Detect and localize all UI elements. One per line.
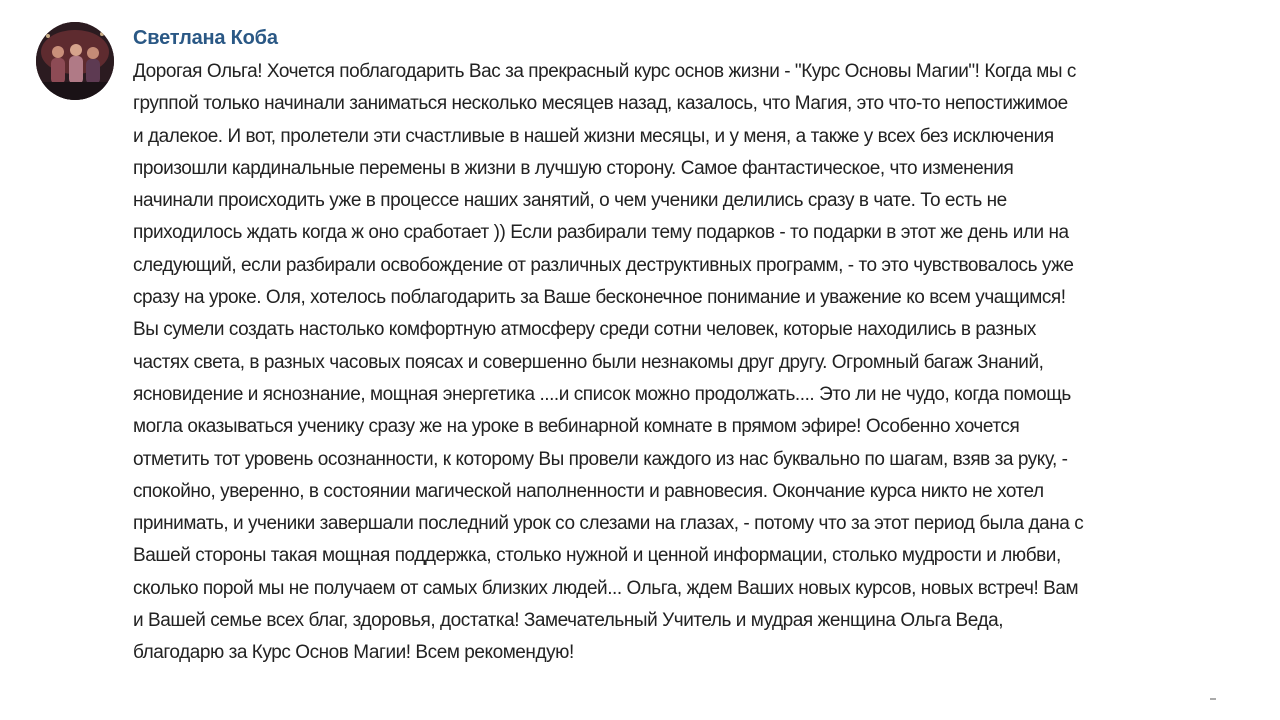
- comment-text-line: произошли кардинальные перемены в жизни в лучшую сторону. Самое фантастическое, что изменения: [133, 157, 1014, 179]
- comment-text-line: благодарю за Курс Основ Магии! Всем рекомендую!: [133, 642, 574, 664]
- comment-text-line: группой только начинали заниматься несколько месяцев назад, казалось, что Магия, это что-то непостижимое: [133, 93, 1068, 115]
- comment-text-line: начинали происходить уже в процессе наших занятий, о чем ученики делились сразу в чате. То есть не: [133, 190, 1007, 212]
- comment-text-line: Вашей стороны такая мощная поддержка, столько нужной и ценной информации, столько мудрости и любви,: [133, 545, 1061, 567]
- comment-text-line: принимать, и ученики завершали последний урок со слезами на глазах, - потому что за этот период была дана с: [133, 513, 1084, 535]
- comment-text-line: отметить тот уровень осознанности, к которому Вы провели каждого из нас буквально по шагам, взяв за руку, -: [133, 448, 1068, 470]
- comment-text-line: приходилось ждать когда ж оно сработает )) Если разбирали тему подарков - то подарки в этот же день или на: [133, 222, 1069, 244]
- avatar-photo-icon: [36, 22, 114, 100]
- divider-mark: [1210, 698, 1216, 700]
- comment-text-line: и Вашей семье всех благ, здоровья, достатка! Замечательный Учитель и мудрая женщина Ольга Веда,: [133, 610, 1004, 632]
- comment-text-line: сразу на уроке. Оля, хотелось поблагодарить за Ваше бесконечное понимание и уважение ко всем учащимся!: [133, 287, 1066, 309]
- comment-content: [133, 24, 1233, 670]
- comment-text-line: сколько порой мы не получаем от самых близких людей... Ольга, ждем Ваших новых курсов, новых встреч! Вам: [133, 577, 1079, 599]
- comment-text-line: спокойно, уверенно, в состоянии магической наполненности и равновесия. Окончание курса никто не хотел: [133, 480, 1044, 502]
- avatar[interactable]: [36, 22, 114, 100]
- comment-text-line: следующий, если разбирали освобождение от различных деструктивных программ, - то это чувствовалось уже: [133, 254, 1074, 276]
- comment-text-line: ясновидение и яснознание, мощная энергетика ....и список можно продолжать.... Это ли не чудо, когда помощь: [133, 383, 1071, 405]
- author-name[interactable]: Светлана Коба: [133, 27, 278, 49]
- comment-text: [133, 56, 1233, 670]
- comment-text-line: и далекое. И вот, пролетели эти счастливые в нашей жизни месяцы, и у меня, а также у всех без исключения: [133, 125, 1054, 147]
- comment-text-line: Вы сумели создать настолько комфортную атмосферу среди сотни человек, которые находились в разных: [133, 319, 1036, 341]
- comment-text-line: могла оказываться ученику сразу же на уроке в вебинарной комнате в прямом эфире! Особенно хочется: [133, 416, 1020, 438]
- comment-text-line: частях света, в разных часовых поясах и совершенно были незнакомы друг другу. Огромный багаж Знаний,: [133, 351, 1044, 373]
- comment-text-line: Дорогая Ольга! Хочется поблагодарить Вас за прекрасный курс основ жизни - "Курс Основы Магии"! Когда мы с: [133, 61, 1076, 82]
